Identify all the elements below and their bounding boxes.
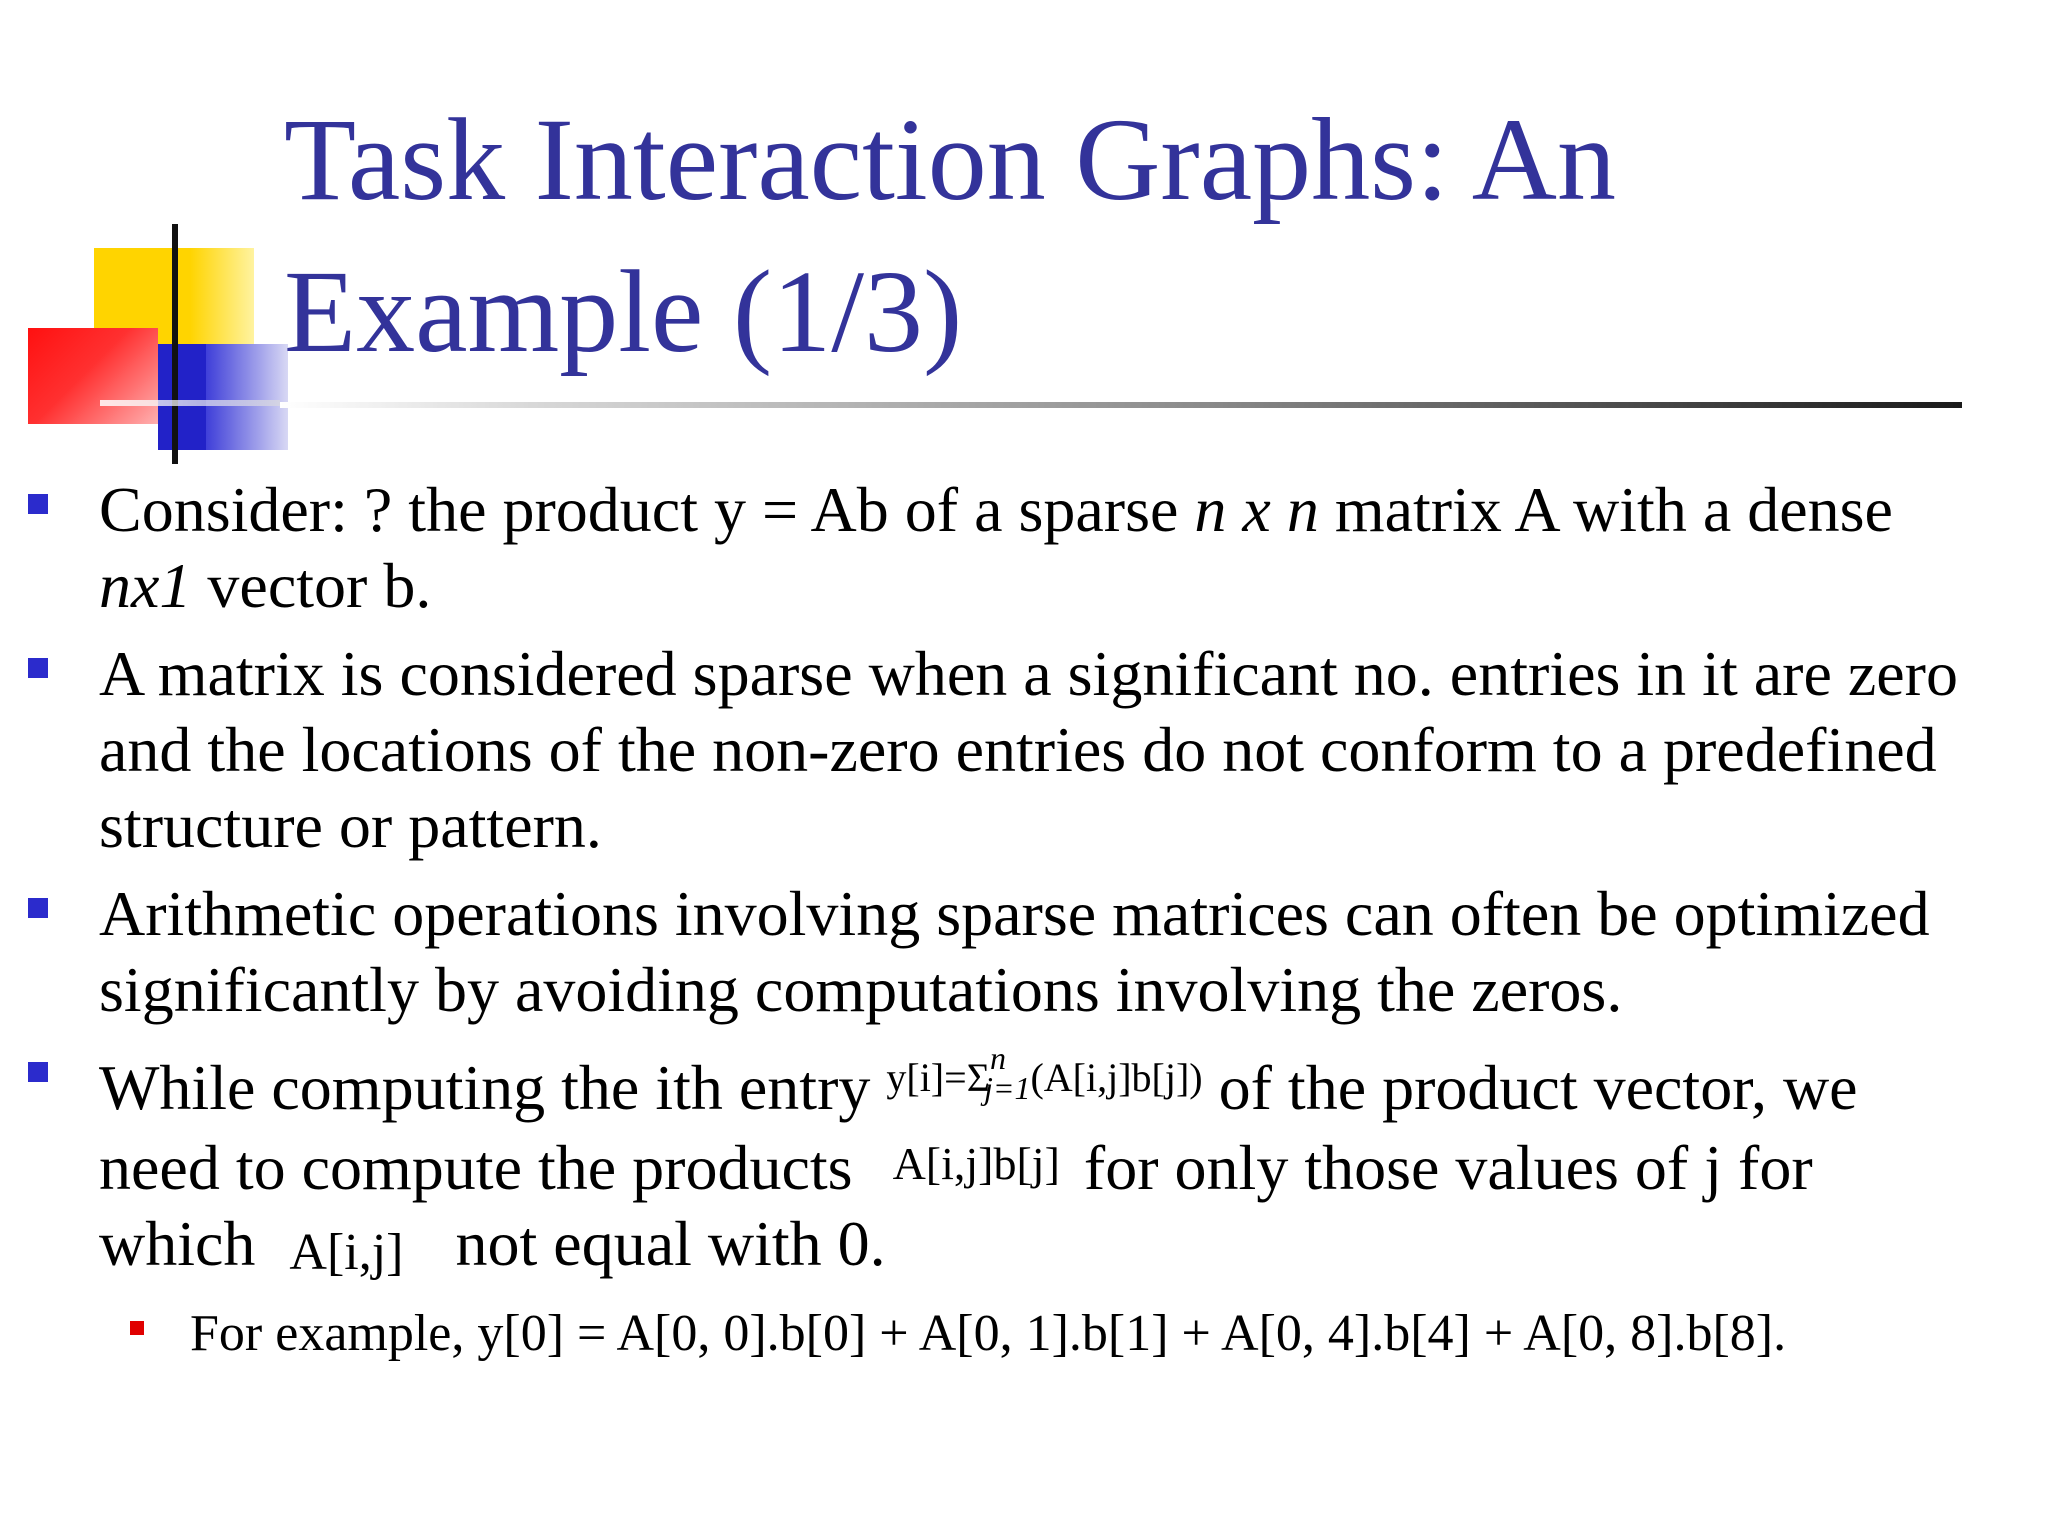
bullet-item-3: Arithmetic operations involving sparse matrices can often be optimized significantly by avoiding computations involving the zeros.	[0, 876, 2048, 1028]
product-formula: A[i,j]b[j]	[892, 1138, 1060, 1189]
square-bullet-icon	[28, 658, 48, 678]
blue-square-dark	[158, 344, 206, 450]
title-line-2: Example (1/3)	[284, 246, 963, 377]
sub-bullet-item: For example, y[0] = A[0, 0].b[0] + A[0, 1].b[1] + A[0, 4].b[4] + A[0, 8].b[8].	[0, 1303, 2048, 1365]
slide-logo	[0, 0, 300, 470]
square-bullet-icon	[28, 494, 48, 514]
slide-title	[284, 84, 1984, 388]
sum-formula: y[i]=Σnj=1(A[i,j]b[j])	[886, 1040, 1203, 1106]
bullet-item-4: While computing the ith entry $^{y[i]=\Sigma^n_{j=1}(A[i,j]b[j])}$ of the product vector, we need to compute the products A[i,j]b[j] for only those values of j for which A[i,j] not equal with 0.	[0, 1040, 2048, 1291]
bullet-item-2: A matrix is considered sparse when a significant no. entries in it are zero and the locations of the non-zero entries do not conform to a predefined structure or pattern.	[0, 636, 2048, 864]
title-underline	[280, 402, 1962, 408]
red-square-bullet-icon	[130, 1321, 144, 1335]
bullet-item-1: Consider: ? the product y = Ab of a sparse n x n matrix A with a dense nx1 vector b.	[0, 472, 2048, 624]
matrix-entry-formula: A[i,j]	[289, 1224, 404, 1281]
red-square	[28, 328, 158, 424]
logo-vertical-line	[172, 224, 178, 464]
logo-horizontal-line	[100, 400, 280, 406]
title-line-1: Task Interaction Graphs: An	[284, 94, 1616, 225]
slide-body	[0, 472, 2048, 1365]
square-bullet-icon	[28, 898, 48, 918]
square-bullet-icon	[28, 1062, 48, 1082]
